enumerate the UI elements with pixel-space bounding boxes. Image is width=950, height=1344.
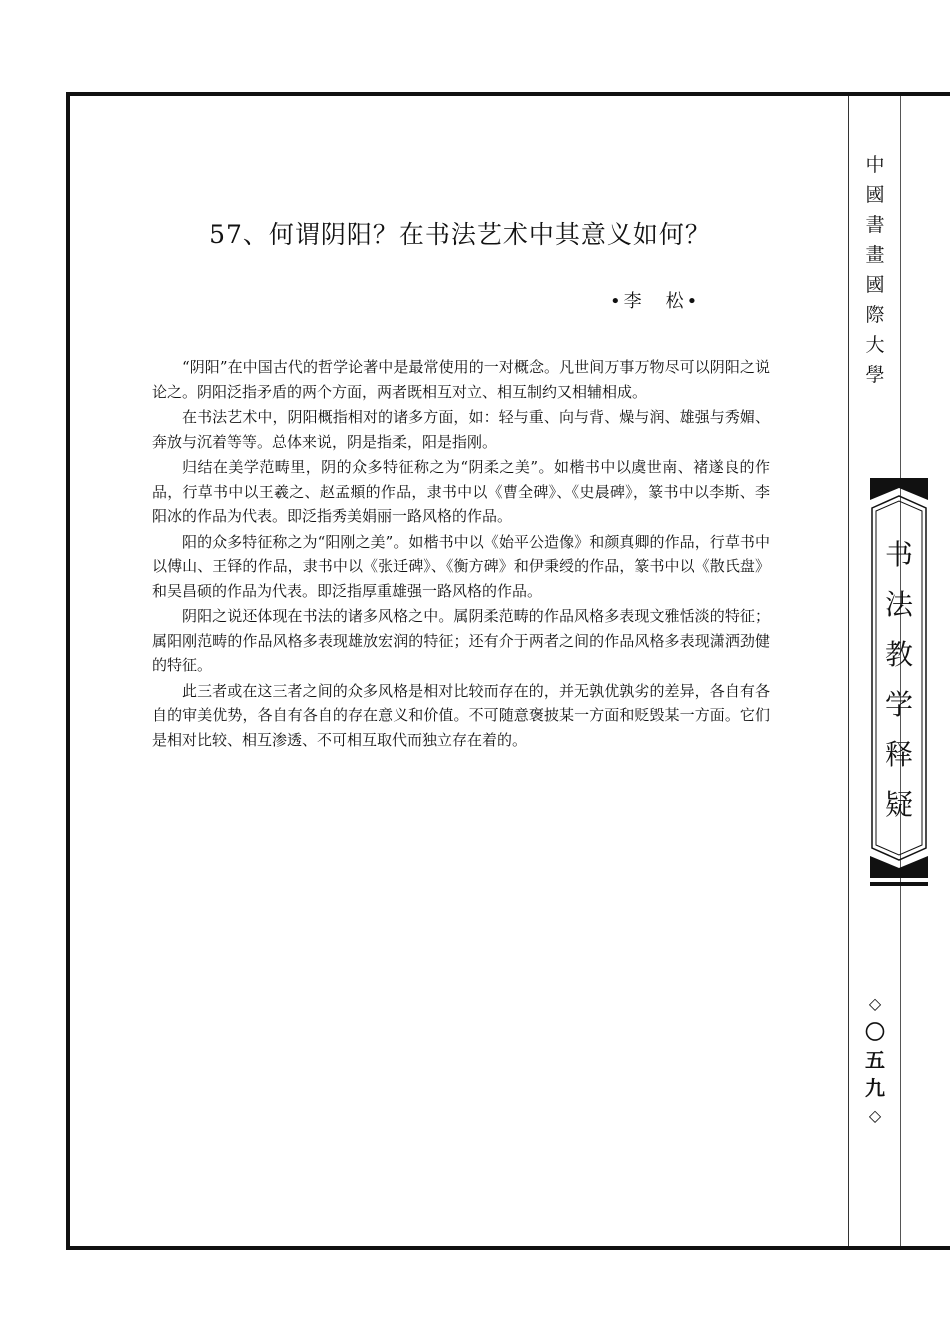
publisher-char: 際 bbox=[865, 304, 885, 326]
paragraph: 归结在美学范畴里，阴的众多特征称之为“阴柔之美”。如楷书中以虞世南、褚遂良的作品，行草书中以王羲之、赵孟頫的作品，隶书中以《曹全碑》、《史晨碑》，篆书中以李斯、李阳冰的作品为代表。即泛指秀美娟丽一路风格的作品。 bbox=[152, 458, 770, 525]
book-char: 释 bbox=[884, 738, 913, 771]
publisher-vertical-title bbox=[862, 150, 888, 390]
paragraph: “阴阳”在中国古代的哲学论著中是最常使用的一对概念。凡世间万事万物尽可以阴阳之说论之。阴阳泛指矛盾的两个方面，两者既相互对立、相互制约又相辅相成。 bbox=[152, 358, 770, 401]
publisher-char: 書 bbox=[865, 214, 885, 236]
article-body bbox=[152, 355, 770, 753]
diamond-ornament-icon: ◇ bbox=[868, 1106, 882, 1125]
paragraph: 在书法艺术中，阴阳概指相对的诸多方面，如：轻与重、向与背、燥与润、雄强与秀媚、奔放与沉着等等。总体来说，阴是指柔，阳是指刚。 bbox=[152, 408, 770, 451]
publisher-char: 大 bbox=[865, 334, 885, 356]
paragraph: 阴阳之说还体现在书法的诸多风格之中。属阴柔范畴的作品风格多表现文雅恬淡的特征；属阳刚范畴的作品风格多表现雄放宏润的特征；还有介于两者之间的作品风格多表现潇洒劲健的特征。 bbox=[152, 607, 770, 674]
publisher-char: 國 bbox=[865, 184, 885, 206]
paragraph: 阳的众多特征称之为“阳刚之美”。如楷书中以《始平公造像》和颜真卿的作品，行草书中以傅山、王铎的作品，隶书中以《张迁碑》、《衡方碑》和伊秉绶的作品，篆书中以《散氏盘》和吴昌硕的作品为代表。即泛指厚重雄强一路风格的作品。 bbox=[152, 532, 770, 600]
book-vertical-title bbox=[870, 530, 928, 830]
margin-rule-inner bbox=[848, 96, 849, 1246]
page-number-char: 五 bbox=[865, 1048, 885, 1072]
page-number-char: 〇 bbox=[865, 1020, 885, 1044]
page-number-vertical bbox=[860, 990, 890, 1130]
diamond-ornament-icon: ◇ bbox=[868, 994, 882, 1013]
book-char: 学 bbox=[884, 688, 913, 721]
cartouche-bottom-band bbox=[870, 882, 928, 886]
page-number-char: 九 bbox=[865, 1076, 885, 1100]
article-author: •李 松• bbox=[610, 291, 701, 312]
publisher-char: 國 bbox=[865, 274, 885, 296]
paragraph: 此三者或在这三者之间的众多风格是相对比较而存在的，并无孰优孰劣的差异，各自有各自的审美优势，各自有各自的存在意义和价值。不可随意褒披某一方面和贬毁某一方面。它们是相对比较、相互渗透、不可相互取代而独立存在着的。 bbox=[152, 681, 770, 749]
publisher-char: 中 bbox=[865, 154, 885, 176]
book-char: 教 bbox=[884, 638, 913, 671]
book-char: 书 bbox=[884, 538, 913, 571]
article-title: 57、何谓阴阳？在书法艺术中其意义如何？ bbox=[209, 220, 711, 249]
book-char: 疑 bbox=[884, 788, 913, 821]
book-char: 法 bbox=[884, 588, 913, 621]
publisher-char: 學 bbox=[865, 364, 885, 386]
publisher-char: 畫 bbox=[865, 244, 885, 266]
